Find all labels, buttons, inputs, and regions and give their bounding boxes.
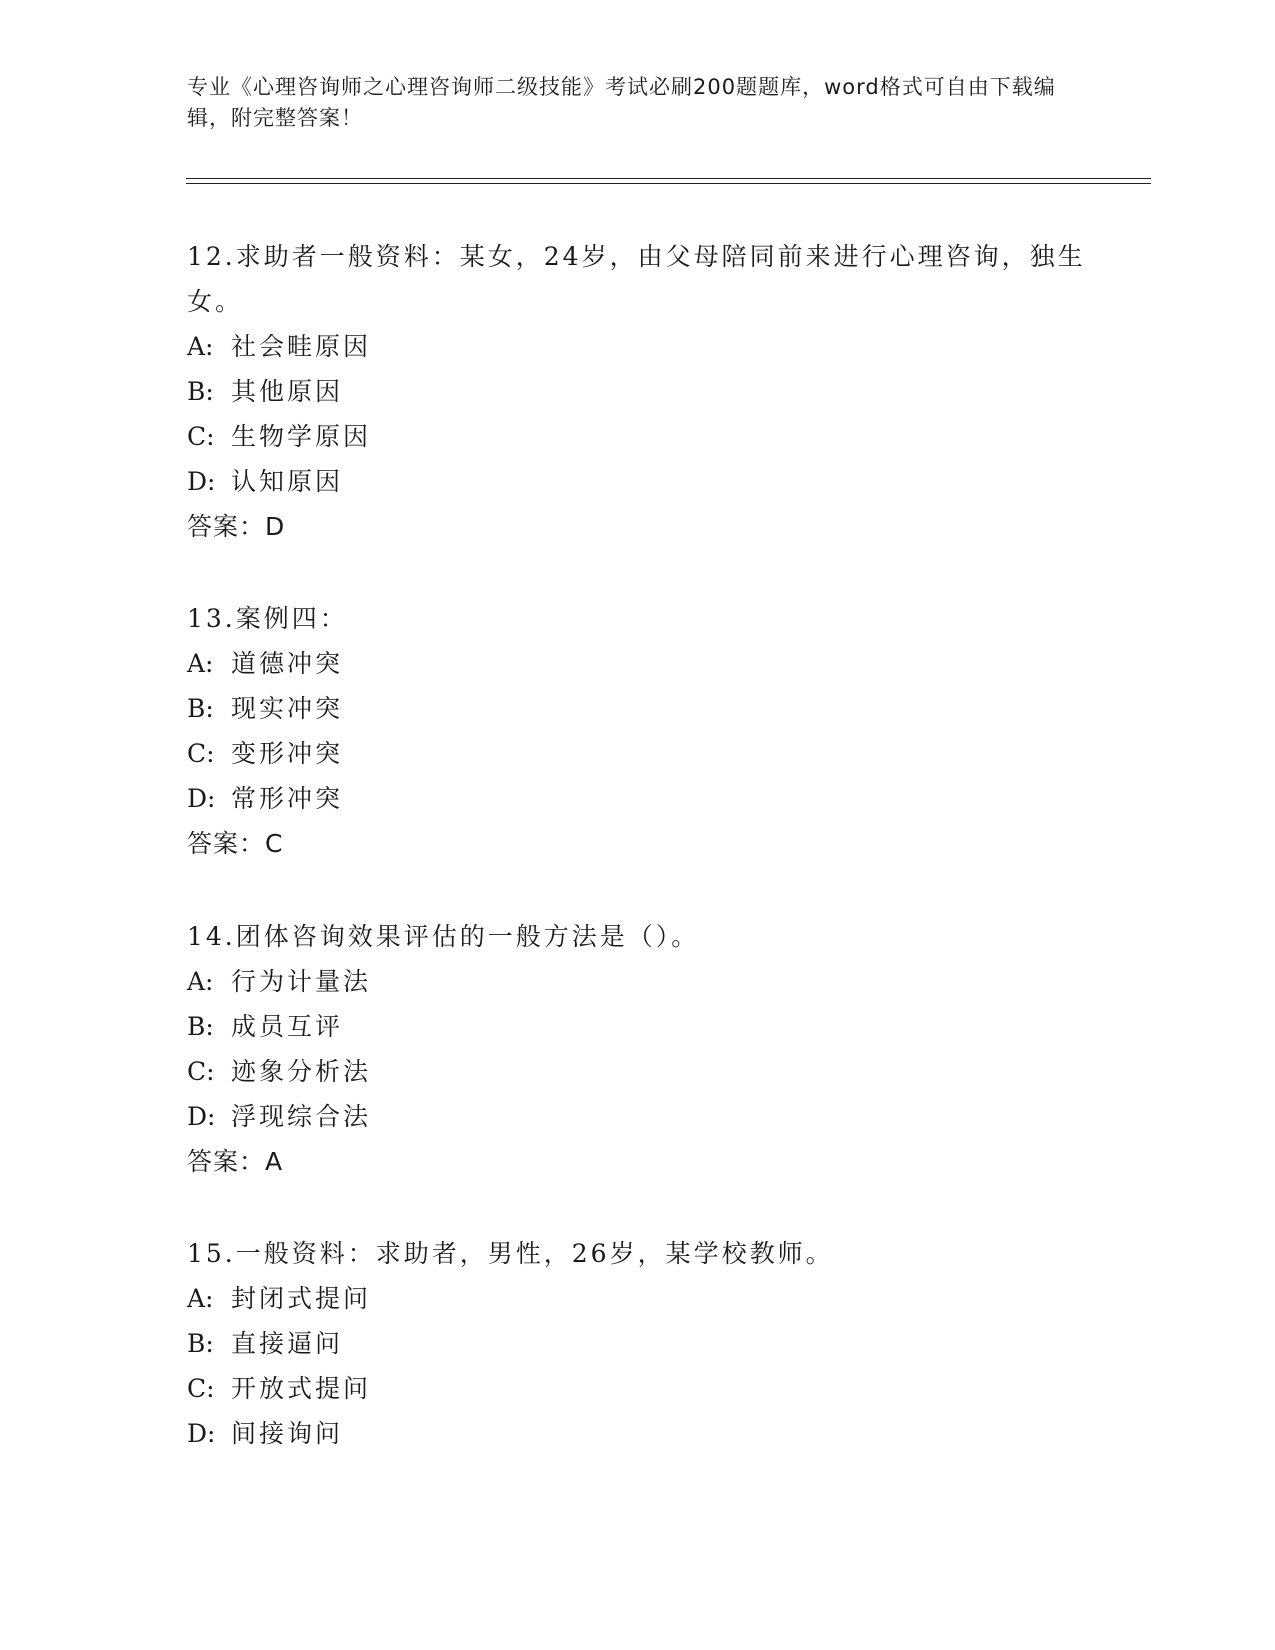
question-text: 求助者一般资料：某女，24岁，由父母陪同前来进行心理咨询，独生女。 (187, 242, 1086, 316)
option-letter: C: (187, 739, 215, 768)
option-text: 其他原因 (231, 377, 344, 406)
option-text: 间接询问 (231, 1419, 344, 1448)
option-text: 生物学原因 (231, 422, 372, 451)
option-letter: A: (187, 649, 214, 678)
option-d (187, 776, 1087, 821)
option-text: 行为计量法 (231, 967, 372, 996)
question-13 (187, 596, 1087, 866)
option-letter: B: (187, 694, 214, 723)
question-number: 12. (187, 242, 236, 271)
question-text: 案例四： (235, 604, 348, 633)
question-15 (187, 1231, 1087, 1456)
question-12 (187, 234, 1087, 549)
option-d (187, 1411, 1087, 1456)
question-stem (187, 1231, 1087, 1276)
option-d (187, 459, 1087, 504)
option-text: 常形冲突 (231, 784, 344, 813)
question-text: 一般资料：求助者，男性，26岁，某学校教师。 (235, 1239, 834, 1268)
option-text: 直接逼问 (231, 1329, 344, 1358)
answer-line: 答案：A (187, 1147, 284, 1176)
option-c (187, 1366, 1087, 1411)
option-a (187, 641, 1087, 686)
option-b (187, 1321, 1087, 1366)
option-b (187, 369, 1087, 414)
option-letter: D: (187, 1102, 216, 1131)
option-b (187, 686, 1087, 731)
option-letter: B: (187, 377, 214, 406)
question-text: 团体咨询效果评估的一般方法是（）。 (235, 922, 700, 951)
option-text: 浮现综合法 (231, 1102, 372, 1131)
option-letter: A: (187, 967, 214, 996)
option-letter: B: (187, 1329, 214, 1358)
header-divider-top (186, 178, 1151, 179)
option-text: 道德冲突 (231, 649, 344, 678)
question-stem (187, 234, 1087, 324)
question-number: 15. (187, 1239, 236, 1268)
option-text: 变形冲突 (231, 739, 344, 768)
option-text: 迹象分析法 (231, 1057, 372, 1086)
question-stem (187, 596, 1087, 641)
option-letter: B: (187, 1012, 214, 1041)
answer-line: 答案：C (187, 829, 284, 858)
option-text: 认知原因 (231, 467, 344, 496)
option-text: 开放式提问 (231, 1374, 372, 1403)
answer-line: 答案：D (187, 512, 286, 541)
option-letter: C: (187, 1057, 215, 1086)
option-c (187, 731, 1087, 776)
option-a (187, 1276, 1087, 1321)
option-letter: C: (187, 422, 215, 451)
option-letter: D: (187, 784, 216, 813)
option-letter: A: (187, 1284, 214, 1313)
option-text: 现实冲突 (231, 694, 344, 723)
option-text: 社会畦原因 (231, 332, 372, 361)
option-text: 封闭式提问 (231, 1284, 372, 1313)
option-a (187, 959, 1087, 1004)
document-intro: 专业《心理咨询师之心理咨询师二级技能》考试必刷200题题库，word格式可自由下载编辑，附完整答案！ (187, 75, 1056, 130)
option-letter: D: (187, 467, 216, 496)
question-stem (187, 914, 1087, 959)
question-14 (187, 914, 1087, 1184)
option-letter: D: (187, 1419, 216, 1448)
question-number: 14. (187, 922, 236, 951)
option-c (187, 414, 1087, 459)
option-text: 成员互评 (231, 1012, 344, 1041)
option-d (187, 1094, 1087, 1139)
question-number: 13. (187, 604, 236, 633)
option-letter: A: (187, 332, 214, 361)
header-divider-bottom (186, 183, 1151, 184)
option-c (187, 1049, 1087, 1094)
option-letter: C: (187, 1374, 215, 1403)
option-a (187, 324, 1087, 369)
option-b (187, 1004, 1087, 1049)
